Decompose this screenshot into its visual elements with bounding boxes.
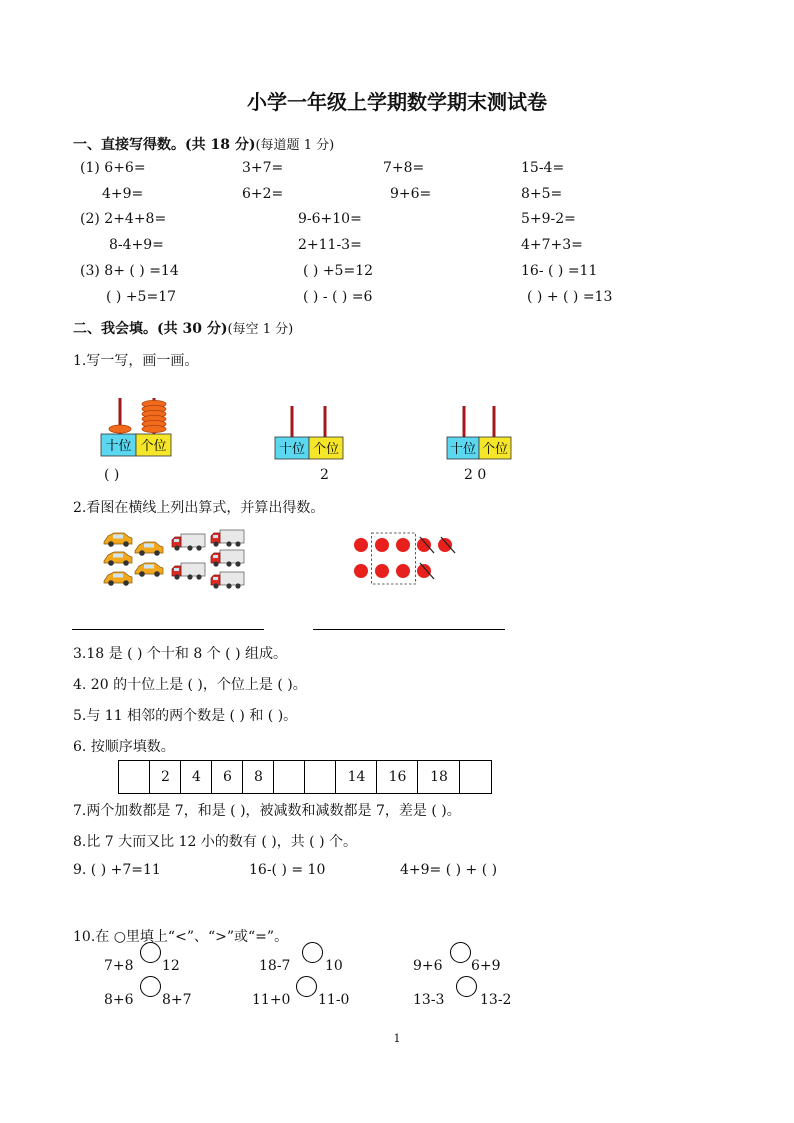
- s1-r6-c1: ( ) +5=17: [106, 289, 177, 305]
- seq-cell: 8: [242, 761, 274, 793]
- question-10: 10.在 ○里填上“<”、“>”或“=”。: [73, 929, 289, 945]
- compare-right: 11-0: [318, 992, 350, 1008]
- question-3: 3.18 是 ( ) 个十和 8 个 ( ) 组成。: [73, 646, 287, 662]
- question-2: 2.看图在横线上列出算式，并算出得数。: [73, 500, 325, 516]
- seq-cell[interactable]: [119, 761, 149, 793]
- compare-left: 18-7: [259, 958, 291, 974]
- question-4: 4. 20 的十位上是 ( )，个位上是 ( )。: [73, 677, 307, 693]
- compare-circle[interactable]: [296, 976, 317, 997]
- truck-icon: [211, 572, 244, 589]
- sequence-table: [118, 760, 492, 794]
- s1-r5-c1: (3) 8+ ( ) =14: [80, 263, 179, 279]
- seq-cell[interactable]: [273, 761, 305, 793]
- section1-note: (每道题 1 分): [255, 138, 335, 153]
- compare-left: 8+6: [104, 992, 134, 1008]
- truck-icon: [211, 530, 244, 547]
- compare-circle[interactable]: [450, 942, 471, 963]
- abacus-answer-1: ( ): [104, 467, 120, 483]
- seq-cell: 18: [417, 761, 460, 793]
- answer-line-1[interactable]: [72, 629, 264, 630]
- compare-left: 11+0: [252, 992, 291, 1008]
- s1-r2-c3: 9+6=: [390, 186, 432, 202]
- car-icon: [104, 552, 132, 566]
- compare-circle[interactable]: [302, 942, 323, 963]
- abacus-answer-3: 2 0: [464, 467, 487, 483]
- compare-right: 12: [162, 958, 180, 974]
- question-8: 8.比 7 大而又比 12 小的数有 ( )，共 ( ) 个。: [73, 834, 357, 850]
- s1-r3-c3: 5+9-2=: [521, 211, 576, 227]
- car-icon: [135, 563, 163, 577]
- tens-bead: [109, 425, 131, 433]
- compare-right: 6+9: [471, 958, 501, 974]
- s1-r4-c1: 8-4+9=: [109, 237, 164, 253]
- compare-left: 13-3: [413, 992, 445, 1008]
- seq-cell: 6: [211, 761, 243, 793]
- s1-r1-c4: 15-4=: [521, 160, 565, 176]
- ones-label: 个位: [481, 442, 509, 457]
- abacus-icon-2: [274, 404, 354, 462]
- ones-label: 个位: [140, 439, 167, 454]
- seq-cell: 16: [376, 761, 418, 793]
- truck-icon: [211, 550, 244, 567]
- compare-left: 9+6: [413, 958, 443, 974]
- compare-circle[interactable]: [140, 942, 161, 963]
- ones-beads: [142, 400, 166, 432]
- compare-right: 13-2: [480, 992, 512, 1008]
- seq-cell: 14: [335, 761, 377, 793]
- s1-r4-c2: 2+11-3=: [298, 237, 362, 253]
- s1-r2-c4: 8+5=: [521, 186, 563, 202]
- tens-label: 十位: [105, 439, 132, 454]
- s1-r1-c2: 3+7=: [242, 160, 284, 176]
- abacus-icon-1: [100, 396, 180, 460]
- s1-r3-c2: 9-6+10=: [298, 211, 362, 227]
- abacus-icon-3: [446, 404, 526, 462]
- car-icon: [104, 533, 132, 547]
- question-6: 6. 按顺序填数。: [73, 739, 175, 755]
- tens-label: 十位: [449, 442, 477, 457]
- dots-picture: [350, 532, 460, 588]
- s1-r2-c2: 6+2=: [242, 186, 284, 202]
- s1-r3-c1: (2) 2+4+8=: [80, 211, 167, 227]
- s1-r6-c2: ( ) - ( ) =6: [303, 289, 373, 305]
- seq-cell[interactable]: [304, 761, 336, 793]
- section1-heading: [73, 134, 334, 154]
- s1-r1-c1: (1) 6+6=: [80, 160, 146, 176]
- page-title: 小学一年级上学期数学期末测试卷: [247, 90, 547, 114]
- question-9-c: 4+9= ( ) + ( ): [400, 862, 498, 878]
- tens-label: 十位: [278, 442, 306, 457]
- compare-circle[interactable]: [140, 976, 161, 997]
- s1-r1-c3: 7+8=: [383, 160, 425, 176]
- compare-left: 7+8: [104, 958, 134, 974]
- compare-right: 8+7: [162, 992, 192, 1008]
- page-number: 1: [393, 1032, 401, 1045]
- s1-r4-c3: 4+7+3=: [521, 237, 583, 253]
- red-dots-row-1: [354, 537, 455, 553]
- compare-right: 10: [325, 958, 343, 974]
- section2-title: 二、我会填。(共 30 分): [73, 321, 228, 337]
- s1-r5-c3: 16- ( ) =11: [521, 263, 598, 279]
- seq-cell[interactable]: [459, 761, 492, 793]
- truck-icon: [172, 563, 205, 580]
- section2-note: (每空 1 分): [227, 322, 294, 337]
- ones-label: 个位: [312, 442, 340, 457]
- abacus-answer-2: 2: [320, 467, 329, 483]
- question-9-a: 9. ( ) +7=11: [73, 862, 161, 878]
- red-dots-row-2: [354, 563, 434, 579]
- question-7: 7.两个加数都是 7，和是 ( )，被减数和减数都是 7，差是 ( )。: [73, 803, 461, 819]
- truck-icon: [172, 534, 205, 551]
- s1-r2-c1: 4+9=: [102, 186, 144, 202]
- s1-r6-c3: ( ) + ( ) =13: [527, 289, 613, 305]
- s1-r5-c2: ( ) +5=12: [303, 263, 374, 279]
- vehicles-picture: [100, 526, 260, 596]
- section2-heading: [73, 318, 293, 338]
- compare-circle[interactable]: [456, 976, 477, 997]
- car-icon: [135, 542, 163, 556]
- section1-title: 一、直接写得数。(共 18 分): [73, 137, 256, 153]
- question-5: 5.与 11 相邻的两个数是 ( ) 和 ( )。: [73, 708, 298, 724]
- car-icon: [104, 572, 132, 586]
- question-9-b: 16-( ) = 10: [249, 862, 326, 878]
- seq-cell: 4: [180, 761, 212, 793]
- question-1: 1.写一写，画一画。: [73, 353, 199, 369]
- seq-cell: 2: [149, 761, 181, 793]
- answer-line-2[interactable]: [313, 629, 505, 630]
